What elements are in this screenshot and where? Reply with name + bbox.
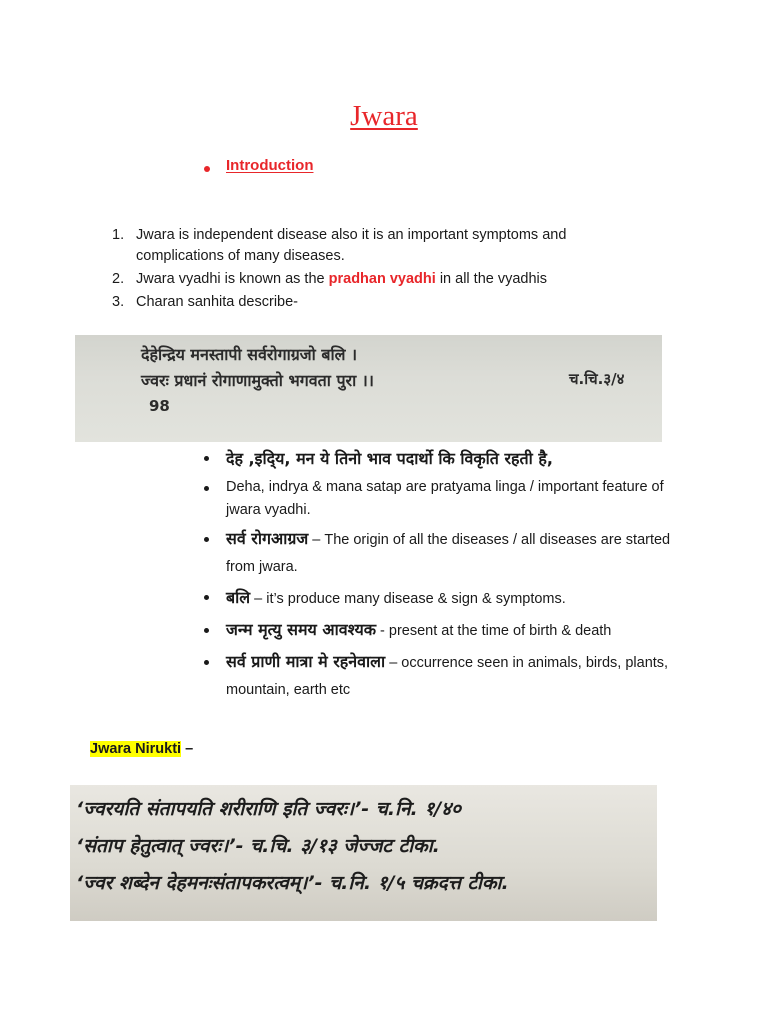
- shloka-line: ‘ज्वर शब्देन देहमनःसंतापकरत्वम्।’- च.नि. १/५ चक्रदत्त टीका.: [76, 872, 509, 894]
- list-item: [200, 616, 700, 645]
- list-text: in all the vyadhis: [435, 271, 548, 287]
- list-number: 3.: [112, 294, 125, 310]
- list-item: [200, 525, 700, 581]
- list-text: Deha, indrya & mana satap are pratyama linga / important feature of jwara vyadhi.: [226, 479, 664, 518]
- devanagari-text: बलि: [226, 588, 251, 607]
- list-item: [112, 225, 632, 267]
- nirukti-heading: [90, 741, 193, 757]
- shloka-photo-1: [75, 335, 662, 442]
- devanagari-text: जन्म मृत्यु समय आवश्यक: [226, 620, 377, 639]
- shloka-line: ‘संताप हेतुत्वात् ज्वरः।’- च.चि. ३/१३ जेज्जट टीका.: [76, 835, 440, 857]
- list-text: – it’s produce many disease & sign & symptoms.: [250, 591, 566, 607]
- list-text: Jwara is independent disease also it is an important symptoms and complications of many diseases.: [136, 227, 567, 264]
- list-number: 2.: [112, 271, 125, 287]
- devanagari-text: सर्व प्राणी मात्रा मे रहनेवाला: [226, 652, 386, 671]
- bullet-dot: [204, 456, 209, 461]
- list-text: Charan sanhita describe-: [136, 294, 299, 310]
- highlight-term: pradhan vyadhi: [328, 271, 436, 287]
- nirukti-label: Jwara Nirukti: [90, 741, 182, 757]
- list-item: [112, 292, 632, 313]
- bullet-dot: [204, 486, 209, 491]
- page-number: 98: [149, 397, 170, 415]
- bullet-dot: [204, 628, 209, 633]
- list-item: [112, 269, 632, 290]
- list-text: – The origin of all the diseases / all diseases are started from jwara.: [226, 532, 671, 575]
- intro-bullet: [204, 166, 210, 172]
- shloka-line: ‘ज्वरयति संतापयति शरीराणि इति ज्वरः।’- च.नि. १/४०: [76, 798, 461, 820]
- shloka-reference: च.चि.३/४: [569, 370, 625, 388]
- devanagari-text: सर्व रोगआग्रज: [226, 529, 309, 548]
- list-text: – occurrence seen in animals, birds, plants, mountain, earth etc: [226, 655, 669, 698]
- nirukti-dash: –: [181, 741, 194, 757]
- bullet-dot: [204, 537, 209, 542]
- bullet-dot: [204, 660, 209, 665]
- shloka-photo-2: [70, 785, 657, 921]
- page-title: Jwara: [350, 100, 418, 132]
- list-item: [200, 446, 700, 473]
- bullet-list: [200, 446, 700, 707]
- list-item: [200, 585, 700, 612]
- devanagari-text: देह ,इदि्य, मन ये तिनो भाव पदार्थो कि विकृति रहती है,: [226, 449, 553, 468]
- shloka-line: देहेन्द्रिय मनस्तापी सर्वरोगाग्रजो बलि ।: [141, 345, 358, 364]
- list-text: Jwara vyadhi is known as the: [136, 271, 329, 287]
- bullet-dot: [204, 595, 209, 600]
- list-number: 1.: [112, 227, 125, 243]
- intro-heading: Introduction: [226, 157, 314, 174]
- list-item: [200, 648, 700, 704]
- list-item: [200, 476, 700, 522]
- list-text: - present at the time of birth & death: [376, 623, 612, 639]
- shloka-line: ज्वरः प्रधानं रोगाणामुक्तो भगवता पुरा ।।: [141, 371, 374, 390]
- numbered-list: [112, 225, 632, 315]
